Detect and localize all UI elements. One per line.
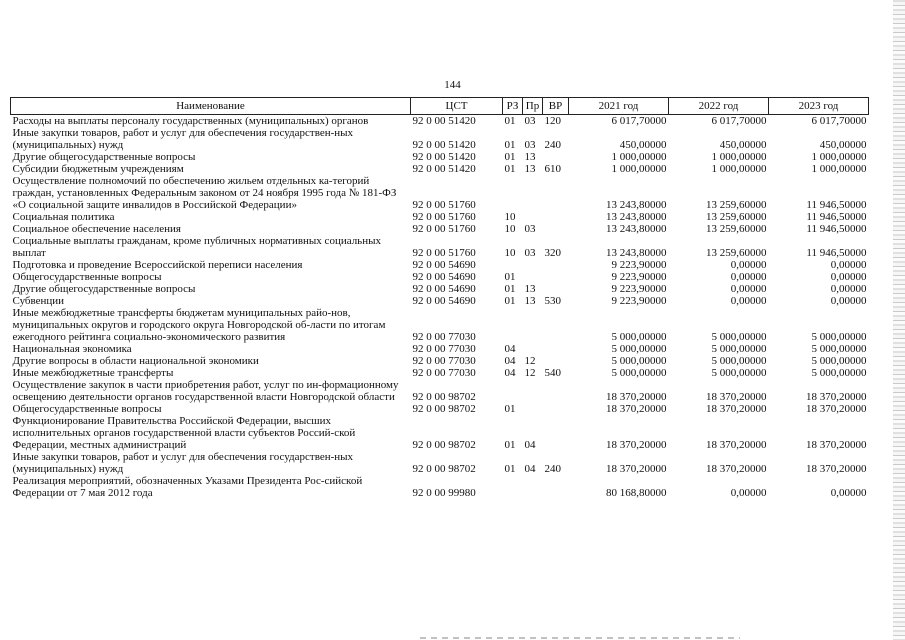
- cell-rz: 04: [504, 343, 516, 355]
- cell-y2022: 18 370,20000: [706, 439, 767, 451]
- cell-y2023: 1 000,00000: [811, 151, 867, 163]
- cell-rz: [503, 259, 523, 271]
- cell-pr: 03: [524, 115, 536, 127]
- cell-vr: [543, 343, 569, 355]
- table-row: [11, 211, 869, 223]
- cell-vr: 240: [544, 463, 561, 475]
- cell-y2022: 5 000,00000: [711, 331, 767, 343]
- cell-y2021: 18 370,20000: [606, 391, 667, 403]
- cell-vr: 320: [544, 247, 561, 259]
- cell-cst: 92 0 00 98702: [412, 403, 476, 415]
- cell-cst: 92 0 00 77030: [412, 355, 476, 367]
- cell-pr: 04: [524, 439, 536, 451]
- cell-y2022: 13 259,60000: [706, 211, 767, 223]
- cell-cst: 92 0 00 51760: [412, 223, 476, 235]
- cell-y2022: 0,00000: [730, 283, 767, 295]
- cell-y2023: 11 946,50000: [806, 199, 867, 211]
- cell-y2023: 18 370,20000: [806, 439, 867, 451]
- cell-name: Иные закупки товаров, работ и услуг для обеспечения государствен-ных (муниципальных) нужд: [12, 127, 354, 151]
- cell-name: Социальные выплаты гражданам, кроме публичных нормативных социальных выплат: [12, 235, 381, 259]
- cell-y2022: 6 017,70000: [711, 115, 767, 127]
- cell-cst: 92 0 00 51420: [412, 163, 476, 175]
- cell-cst: 92 0 00 51420: [412, 151, 476, 163]
- scan-edge-artifact: [893, 0, 905, 640]
- column-header-cst: ЦСТ: [411, 98, 503, 115]
- table-body: [11, 115, 869, 500]
- cell-y2021: 13 243,80000: [606, 199, 667, 211]
- cell-rz: 10: [504, 223, 516, 235]
- cell-y2023: 6 017,70000: [811, 115, 867, 127]
- cell-y2022: 18 370,20000: [706, 403, 767, 415]
- cell-y2022: 5 000,00000: [711, 343, 767, 355]
- cell-y2023: 0,00000: [830, 271, 867, 283]
- cell-y2023: 450,00000: [819, 139, 867, 151]
- table-row: [11, 127, 869, 151]
- cell-y2023: 11 946,50000: [806, 247, 867, 259]
- cell-y2023: 1 000,00000: [811, 163, 867, 175]
- cell-vr: [543, 379, 569, 403]
- cell-pr: 04: [524, 463, 536, 475]
- cell-y2023: 5 000,00000: [811, 343, 867, 355]
- table-row: [11, 367, 869, 379]
- cell-y2022: 13 259,60000: [706, 247, 767, 259]
- table-row: [11, 259, 869, 271]
- cell-vr: [543, 175, 569, 211]
- cell-rz: [503, 475, 523, 499]
- table-row: [11, 271, 869, 283]
- cell-rz: 01: [504, 163, 516, 175]
- column-header-2023: 2023 год: [769, 98, 869, 115]
- table-row: [11, 415, 869, 451]
- cell-y2021: 6 017,70000: [611, 115, 667, 127]
- cell-rz: 01: [504, 283, 516, 295]
- table-row: [11, 295, 869, 307]
- cell-y2021: 18 370,20000: [606, 403, 667, 415]
- cell-y2021: 18 370,20000: [606, 463, 667, 475]
- cell-name: Функционирование Правительства Российской Федерации, высших исполнительных органов государственной власти субъектов Россий-ской Федерации, местных администраций: [12, 415, 356, 451]
- cell-rz: 01: [504, 439, 516, 451]
- cell-cst: 92 0 00 77030: [412, 367, 476, 379]
- cell-pr: 03: [524, 139, 536, 151]
- cell-name: Осуществление полномочий по обеспечению жильем отдельных ка-тегорий граждан, установленных Федеральным законом от 24 ноября 1995 года № 181-ФЗ «О социальной защите инвалидов в Российской Федерации»: [12, 175, 397, 211]
- column-header-name: Наименование: [11, 98, 411, 115]
- cell-name: Другие общегосударственные вопросы: [12, 151, 196, 163]
- table-row: [11, 235, 869, 259]
- cell-pr: 12: [524, 367, 536, 379]
- column-header-rz: РЗ: [503, 98, 523, 115]
- cell-rz: 01: [504, 463, 516, 475]
- cell-pr: [523, 403, 543, 415]
- cell-y2023: 5 000,00000: [811, 355, 867, 367]
- cell-name: Реализация мероприятий, обозначенных Указами Президента Рос-сийской Федерации от 7 мая 2012 года: [12, 475, 363, 499]
- cell-pr: 03: [524, 247, 536, 259]
- column-header-2022: 2022 год: [669, 98, 769, 115]
- cell-rz: 01: [504, 403, 516, 415]
- cell-y2021: 9 223,90000: [611, 259, 667, 271]
- cell-y2022: 1 000,00000: [711, 151, 767, 163]
- cell-y2022: 0,00000: [730, 271, 767, 283]
- cell-pr: 12: [524, 355, 536, 367]
- cell-y2021: 13 243,80000: [606, 223, 667, 235]
- cell-vr: [543, 355, 569, 367]
- cell-cst: 92 0 00 99980: [412, 487, 476, 499]
- cell-pr: [523, 307, 543, 343]
- cell-y2021: 80 168,80000: [606, 487, 667, 499]
- cell-y2022: 1 000,00000: [711, 163, 767, 175]
- cell-y2022: 5 000,00000: [711, 355, 767, 367]
- cell-y2022: 0,00000: [730, 295, 767, 307]
- cell-pr: 03: [524, 223, 536, 235]
- cell-rz: 01: [504, 115, 516, 127]
- cell-vr: 240: [544, 139, 561, 151]
- cell-cst: 92 0 00 51760: [412, 199, 476, 211]
- cell-name: Другие вопросы в области национальной экономики: [12, 355, 259, 367]
- cell-y2021: 1 000,00000: [611, 163, 667, 175]
- cell-vr: 120: [544, 115, 561, 127]
- cell-pr: [523, 259, 543, 271]
- cell-y2023: 5 000,00000: [811, 367, 867, 379]
- cell-y2021: 13 243,80000: [606, 247, 667, 259]
- cell-y2022: 0,00000: [730, 259, 767, 271]
- cell-name: Общегосударственные вопросы: [12, 403, 162, 415]
- cell-rz: [503, 307, 523, 343]
- cell-name: Иные межбюджетные трансферты бюджетам муниципальных райо-нов, муниципальных округов и городского округа Новгородской об-ласти по итогам ежегодного рейтинга социально-экономического развития: [12, 307, 386, 343]
- cell-pr: [523, 211, 543, 223]
- cell-vr: [543, 223, 569, 235]
- cell-y2023: 11 946,50000: [806, 223, 867, 235]
- cell-y2023: 0,00000: [830, 283, 867, 295]
- cell-y2021: 18 370,20000: [606, 439, 667, 451]
- cell-name: Другие общегосударственные вопросы: [12, 283, 196, 295]
- cell-rz: 10: [504, 247, 516, 259]
- cell-y2021: 9 223,90000: [611, 295, 667, 307]
- cell-y2023: 5 000,00000: [811, 331, 867, 343]
- cell-cst: 92 0 00 51760: [412, 211, 476, 223]
- cell-cst: 92 0 00 54690: [412, 295, 476, 307]
- table-row: [11, 283, 869, 295]
- cell-y2022: 18 370,20000: [706, 391, 767, 403]
- table-row: [11, 307, 869, 343]
- cell-vr: 530: [544, 295, 561, 307]
- cell-vr: [543, 307, 569, 343]
- cell-y2023: 18 370,20000: [806, 403, 867, 415]
- cell-rz: [503, 175, 523, 211]
- cell-pr: [523, 475, 543, 499]
- cell-rz: 01: [504, 295, 516, 307]
- cell-name: Субсидии бюджетным учреждениям: [12, 163, 184, 175]
- cell-y2021: 1 000,00000: [611, 151, 667, 163]
- cell-y2021: 9 223,90000: [611, 283, 667, 295]
- cell-cst: 92 0 00 54690: [412, 271, 476, 283]
- cell-y2021: 450,00000: [619, 139, 667, 151]
- table-row: [11, 379, 869, 403]
- cell-cst: 92 0 00 54690: [412, 259, 476, 271]
- table-row: [11, 115, 869, 128]
- cell-vr: 540: [544, 367, 561, 379]
- cell-y2023: 18 370,20000: [806, 463, 867, 475]
- table-row: [11, 175, 869, 211]
- cell-vr: [543, 283, 569, 295]
- cell-y2021: 5 000,00000: [611, 331, 667, 343]
- cell-name: Социальное обеспечение населения: [12, 223, 181, 235]
- cell-name: Осуществление закупок в части приобретения работ, услуг по ин-формационному освещению деятельности органов государственной власти Новгородской области: [12, 379, 399, 403]
- cell-rz: 10: [504, 211, 516, 223]
- column-header-pr: Пр: [523, 98, 543, 115]
- scan-bottom-artifact: [420, 637, 740, 639]
- cell-cst: 92 0 00 51420: [412, 139, 476, 151]
- cell-y2022: 13 259,60000: [706, 199, 767, 211]
- cell-pr: [523, 175, 543, 211]
- cell-rz: 01: [504, 271, 516, 283]
- table-row: [11, 151, 869, 163]
- cell-name: Социальная политика: [12, 211, 115, 223]
- cell-name: Иные межбюджетные трансферты: [12, 367, 174, 379]
- cell-vr: [543, 211, 569, 223]
- cell-cst: 92 0 00 98702: [412, 391, 476, 403]
- table-row: [11, 343, 869, 355]
- cell-name: Общегосударственные вопросы: [12, 271, 162, 283]
- cell-rz: [503, 379, 523, 403]
- budget-table: [10, 97, 869, 499]
- cell-cst: 92 0 00 98702: [412, 463, 476, 475]
- table-row: [11, 403, 869, 415]
- cell-y2023: 11 946,50000: [806, 211, 867, 223]
- table-row: [11, 475, 869, 499]
- column-header-vr: ВР: [543, 98, 569, 115]
- cell-y2023: 0,00000: [830, 259, 867, 271]
- cell-y2021: 5 000,00000: [611, 355, 667, 367]
- table-header-row: [11, 98, 869, 115]
- cell-vr: [543, 403, 569, 415]
- cell-y2022: 450,00000: [719, 139, 767, 151]
- cell-cst: 92 0 00 54690: [412, 283, 476, 295]
- cell-rz: 04: [504, 367, 516, 379]
- cell-pr: 13: [524, 295, 536, 307]
- cell-rz: 01: [504, 151, 516, 163]
- cell-y2022: 13 259,60000: [706, 223, 767, 235]
- cell-vr: [543, 259, 569, 271]
- cell-y2023: 0,00000: [830, 295, 867, 307]
- cell-y2021: 5 000,00000: [611, 367, 667, 379]
- cell-y2023: 18 370,20000: [806, 391, 867, 403]
- cell-vr: [543, 415, 569, 451]
- cell-cst: 92 0 00 51420: [412, 115, 476, 127]
- table-row: [11, 223, 869, 235]
- cell-y2021: 9 223,90000: [611, 271, 667, 283]
- table-row: [11, 451, 869, 475]
- cell-name: Подготовка и проведение Всероссийской переписи населения: [12, 259, 303, 271]
- cell-vr: 610: [544, 163, 561, 175]
- cell-name: Расходы на выплаты персоналу государственных (муниципальных) органов: [12, 115, 369, 127]
- cell-cst: 92 0 00 51760: [412, 247, 476, 259]
- cell-pr: 13: [524, 151, 536, 163]
- cell-rz: 01: [504, 139, 516, 151]
- cell-y2022: 5 000,00000: [711, 367, 767, 379]
- cell-pr: 13: [524, 283, 536, 295]
- cell-cst: 92 0 00 77030: [412, 331, 476, 343]
- cell-cst: 92 0 00 98702: [412, 439, 476, 451]
- cell-pr: 13: [524, 163, 536, 175]
- cell-vr: [543, 271, 569, 283]
- table-row: [11, 163, 869, 175]
- cell-pr: [523, 343, 543, 355]
- cell-vr: [543, 151, 569, 163]
- cell-y2021: 5 000,00000: [611, 343, 667, 355]
- cell-name: Субвенции: [12, 295, 65, 307]
- table-row: [11, 355, 869, 367]
- cell-cst: 92 0 00 77030: [412, 343, 476, 355]
- cell-y2023: 0,00000: [830, 487, 867, 499]
- cell-y2022: 18 370,20000: [706, 463, 767, 475]
- cell-name: Национальная экономика: [12, 343, 132, 355]
- cell-y2022: 0,00000: [730, 487, 767, 499]
- cell-rz: 04: [504, 355, 516, 367]
- cell-name: Иные закупки товаров, работ и услуг для обеспечения государствен-ных (муниципальных) нужд: [12, 451, 354, 475]
- cell-pr: [523, 271, 543, 283]
- column-header-2021: 2021 год: [569, 98, 669, 115]
- cell-y2021: 13 243,80000: [606, 211, 667, 223]
- page-number: 144: [444, 79, 461, 91]
- cell-vr: [543, 475, 569, 499]
- cell-pr: [523, 379, 543, 403]
